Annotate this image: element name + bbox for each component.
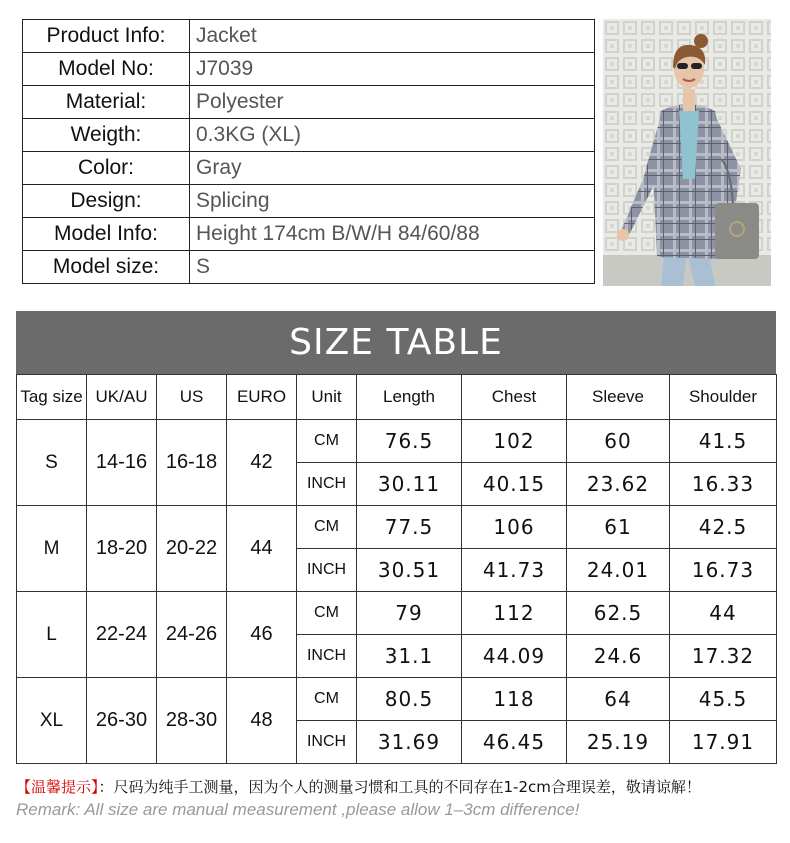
sleeve-cell: 61 xyxy=(567,506,670,549)
tag-size-cell: L xyxy=(17,592,87,678)
length-cell: 30.11 xyxy=(357,463,462,506)
info-row xyxy=(23,20,595,53)
info-key: Product Info: xyxy=(23,20,190,53)
info-row xyxy=(23,218,595,251)
chest-cell: 102 xyxy=(462,420,567,463)
model-photo xyxy=(603,19,771,286)
sleeve-cell: 24.01 xyxy=(567,549,670,592)
info-key: Design: xyxy=(23,185,190,218)
chest-cell: 106 xyxy=(462,506,567,549)
info-key: Weigth: xyxy=(23,119,190,152)
remark-note: Remark: All size are manual measurement ,please allow 1–3cm difference! xyxy=(16,800,580,819)
length-cell: 30.51 xyxy=(357,549,462,592)
table-row xyxy=(17,678,777,721)
us-cell: 16-18 xyxy=(157,420,227,506)
unit-cell: INCH xyxy=(297,463,357,506)
unit-cell: CM xyxy=(297,678,357,721)
sleeve-cell: 23.62 xyxy=(567,463,670,506)
info-key: Model Info: xyxy=(23,218,190,251)
shoulder-cell: 16.73 xyxy=(670,549,777,592)
shoulder-cell: 17.91 xyxy=(670,721,777,764)
header-us: US xyxy=(157,375,227,420)
euro-cell: 44 xyxy=(227,506,297,592)
info-value: S xyxy=(190,251,595,284)
header-shoulder: Shoulder xyxy=(670,375,777,420)
unit-cell: INCH xyxy=(297,549,357,592)
chest-cell: 44.09 xyxy=(462,635,567,678)
us-cell: 28-30 xyxy=(157,678,227,764)
info-row xyxy=(23,185,595,218)
unit-cell: CM xyxy=(297,420,357,463)
uk-au-cell: 22-24 xyxy=(87,592,157,678)
info-value: 0.3KG (XL) xyxy=(190,119,595,152)
info-value: Height 174cm B/W/H 84/60/88 xyxy=(190,218,595,251)
euro-cell: 46 xyxy=(227,592,297,678)
length-cell: 31.1 xyxy=(357,635,462,678)
length-cell: 76.5 xyxy=(357,420,462,463)
info-row xyxy=(23,119,595,152)
us-cell: 24-26 xyxy=(157,592,227,678)
info-row xyxy=(23,53,595,86)
sleeve-cell: 64 xyxy=(567,678,670,721)
info-key: Model No: xyxy=(23,53,190,86)
product-info-table xyxy=(22,19,595,284)
chinese-note xyxy=(16,776,701,797)
size-table-title: SIZE TABLE xyxy=(16,311,776,374)
shoulder-cell: 17.32 xyxy=(670,635,777,678)
shoulder-cell: 44 xyxy=(670,592,777,635)
sleeve-cell: 25.19 xyxy=(567,721,670,764)
unit-cell: INCH xyxy=(297,721,357,764)
size-table-header xyxy=(17,375,777,420)
sleeve-cell: 24.6 xyxy=(567,635,670,678)
sleeve-cell: 60 xyxy=(567,420,670,463)
size-table xyxy=(16,374,777,764)
table-row xyxy=(17,420,777,463)
info-key: Color: xyxy=(23,152,190,185)
header-tag-size: Tag size xyxy=(17,375,87,420)
header-sleeve: Sleeve xyxy=(567,375,670,420)
info-key: Model size: xyxy=(23,251,190,284)
unit-cell: INCH xyxy=(297,635,357,678)
info-key: Material: xyxy=(23,86,190,119)
chest-cell: 46.45 xyxy=(462,721,567,764)
header-uk-au: UK/AU xyxy=(87,375,157,420)
info-value: Splicing xyxy=(190,185,595,218)
tag-size-cell: S xyxy=(17,420,87,506)
unit-cell: CM xyxy=(297,506,357,549)
chinese-note-text: ：尺码为纯手工测量，因为个人的测量习惯和工具的不同存在1-2cm合理误差，敬请谅解！ xyxy=(98,778,701,796)
uk-au-cell: 14-16 xyxy=(87,420,157,506)
info-row xyxy=(23,251,595,284)
info-value: Gray xyxy=(190,152,595,185)
chest-cell: 118 xyxy=(462,678,567,721)
shoulder-cell: 41.5 xyxy=(670,420,777,463)
chest-cell: 40.15 xyxy=(462,463,567,506)
shoulder-cell: 16.33 xyxy=(670,463,777,506)
info-value: Polyester xyxy=(190,86,595,119)
length-cell: 31.69 xyxy=(357,721,462,764)
info-row xyxy=(23,152,595,185)
tag-size-cell: XL xyxy=(17,678,87,764)
chest-cell: 41.73 xyxy=(462,549,567,592)
us-cell: 20-22 xyxy=(157,506,227,592)
length-cell: 79 xyxy=(357,592,462,635)
chest-cell: 112 xyxy=(462,592,567,635)
sleeve-cell: 62.5 xyxy=(567,592,670,635)
header-euro: EURO xyxy=(227,375,297,420)
unit-cell: CM xyxy=(297,592,357,635)
header-chest: Chest xyxy=(462,375,567,420)
header-unit: Unit xyxy=(297,375,357,420)
uk-au-cell: 18-20 xyxy=(87,506,157,592)
shoulder-cell: 42.5 xyxy=(670,506,777,549)
euro-cell: 48 xyxy=(227,678,297,764)
chinese-note-label: 【温馨提示】 xyxy=(16,778,99,796)
table-row xyxy=(17,592,777,635)
tag-size-cell: M xyxy=(17,506,87,592)
table-row xyxy=(17,506,777,549)
length-cell: 77.5 xyxy=(357,506,462,549)
euro-cell: 42 xyxy=(227,420,297,506)
header-length: Length xyxy=(357,375,462,420)
info-value: Jacket xyxy=(190,20,595,53)
length-cell: 80.5 xyxy=(357,678,462,721)
shoulder-cell: 45.5 xyxy=(670,678,777,721)
model-photo-illustration xyxy=(603,19,771,286)
uk-au-cell: 26-30 xyxy=(87,678,157,764)
info-row xyxy=(23,86,595,119)
info-value: J7039 xyxy=(190,53,595,86)
